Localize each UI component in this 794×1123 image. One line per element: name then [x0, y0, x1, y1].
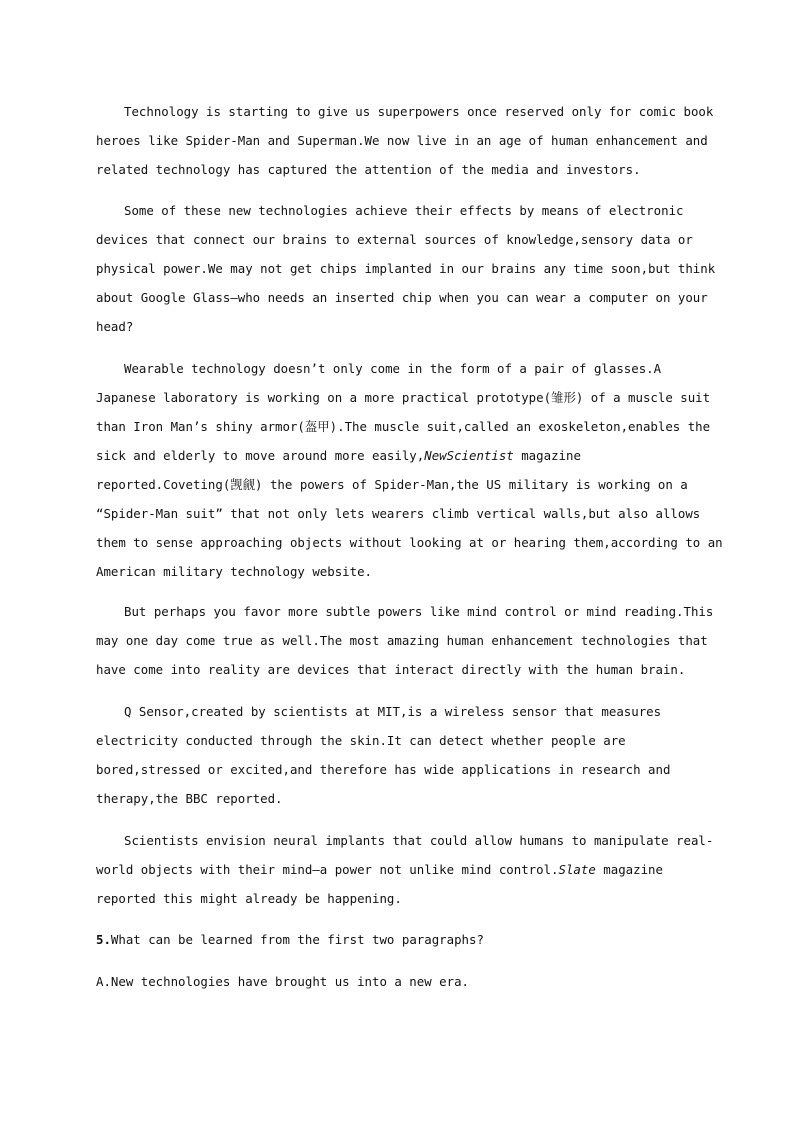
text-segment: magazine: [513, 448, 581, 463]
text-line: [96, 855, 696, 884]
text-line: devices that connect our brains to external sources of knowledge,sensory data or: [96, 232, 693, 247]
text-line: about Google Glass—who needs an inserted chip when you can wear a computer on your: [96, 290, 708, 305]
magazine-name: NewScientist: [424, 448, 514, 463]
text-line: them to sense approaching objects without looking at or hearing them,according to an: [96, 535, 723, 550]
text-line: Wearable technology doesn’t only come in the form of a pair of glasses.A: [124, 361, 662, 376]
text-line: electricity conducted through the skin.It can detect whether people are: [96, 733, 626, 748]
paragraph-4: [96, 597, 714, 684]
text-line: related technology has captured the attention of the media and investors.: [96, 162, 641, 177]
text-line: American military technology website.: [96, 564, 373, 579]
text-line: “Spider-Man suit” that not only lets wearers climb vertical walls,but also allows: [96, 506, 701, 521]
question-stem: [96, 932, 484, 948]
text-line: head?: [96, 319, 134, 334]
paragraph-2: [96, 196, 716, 341]
text-segment: magazine: [595, 862, 663, 877]
text-segment: world objects with their mind—a power not unlike mind control.: [96, 862, 559, 877]
text-line: [96, 441, 696, 470]
magazine-name: Slate: [558, 862, 596, 877]
paragraph-6: [96, 826, 714, 913]
text-line: Q Sensor,created by scientists at MIT,is a wireless sensor that measures: [124, 704, 662, 719]
text-line: therapy,the BBC reported.: [96, 791, 283, 806]
answer-option-a: A.New technologies have brought us into a new era.: [96, 974, 469, 989]
question-number: 5.: [96, 932, 111, 947]
text-line: bored,stressed or excited,and therefore has wide applications in research and: [96, 762, 671, 777]
paragraph-3: [96, 354, 723, 586]
question-text: What can be learned from the first two paragraphs?: [110, 932, 484, 947]
text-line: physical power.We may not get chips implanted in our brains any time soon,but think: [96, 261, 716, 276]
text-line: But perhaps you favor more subtle powers like mind control or mind reading.This: [124, 604, 714, 619]
text-line: Technology is starting to give us superpowers once reserved only for comic book: [124, 104, 714, 119]
paragraph-1: [96, 97, 714, 184]
text-line: than Iron Man’s shiny armor(盔甲).The muscle suit,called an exoskeleton,enables the: [96, 419, 711, 434]
text-line: have come into reality are devices that interact directly with the human brain.: [96, 662, 686, 677]
paragraph-5: [96, 697, 696, 813]
text-line: Some of these new technologies achieve their effects by means of electronic: [124, 203, 684, 218]
text-line: may one day come true as well.The most amazing human enhancement technologies that: [96, 633, 708, 648]
text-line: reported this might already be happening.: [96, 891, 402, 906]
text-segment: sick and elderly to move around more easily,: [96, 448, 425, 463]
text-line: reported.Coveting(觊觎) the powers of Spider-Man,the US military is working on a: [96, 477, 688, 492]
text-line: heroes like Spider-Man and Superman.We now live in an age of human enhancement and: [96, 133, 708, 148]
text-line: Scientists envision neural implants that could allow humans to manipulate real-: [124, 833, 714, 848]
text-line: Japanese laboratory is working on a more practical prototype(雏形) of a muscle suit: [96, 390, 711, 405]
